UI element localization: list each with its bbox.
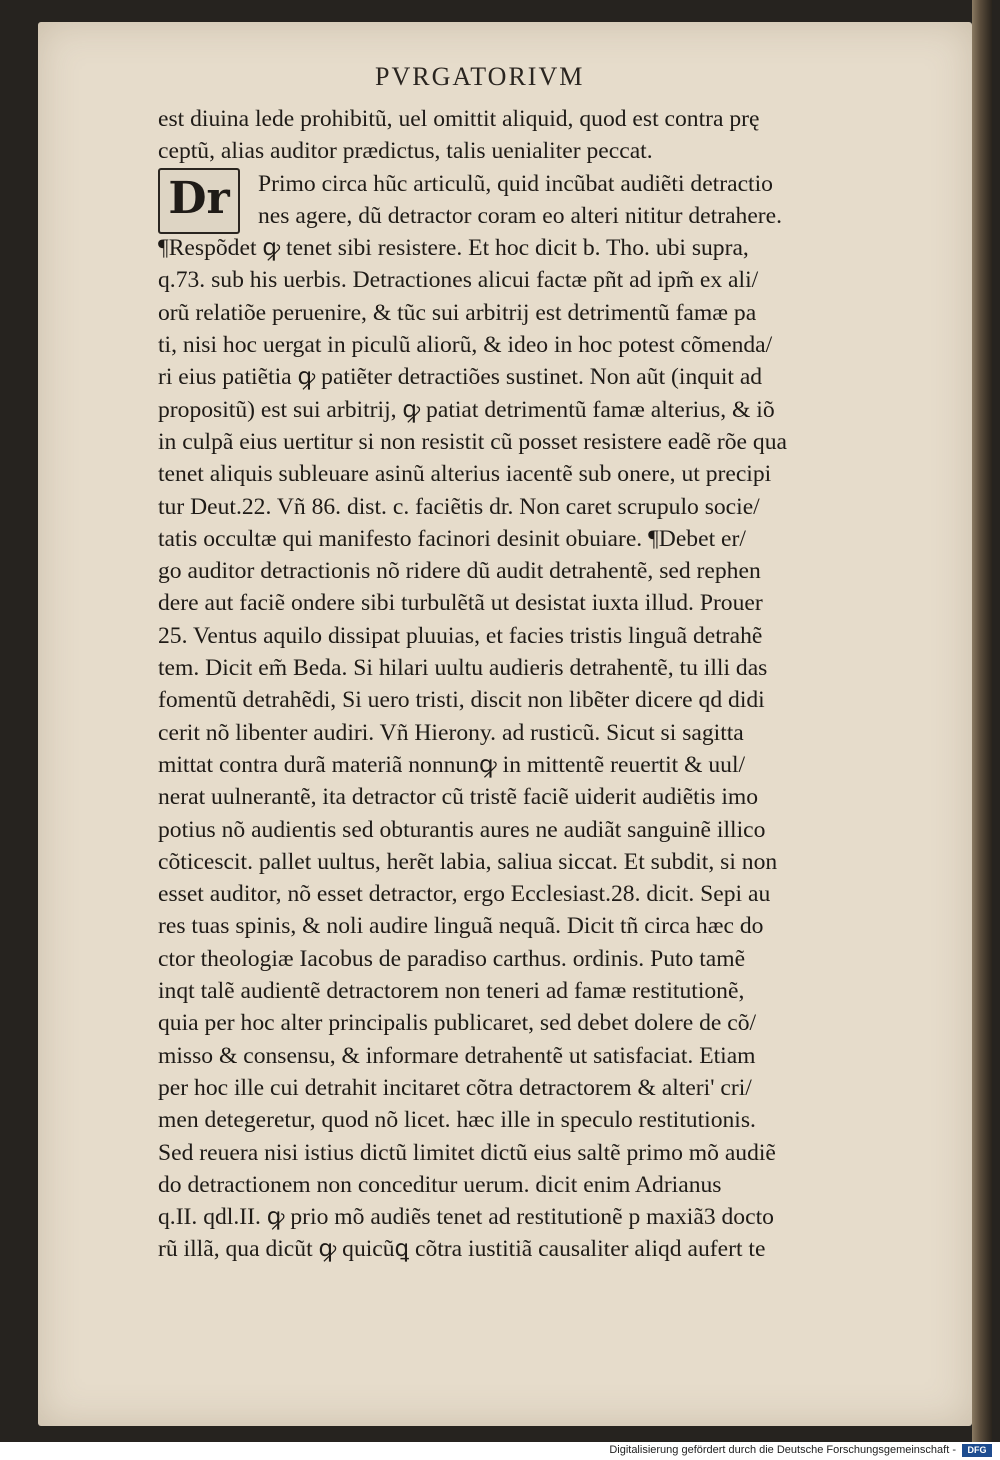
text-line: ctor theologiæ Iacobus de paradiso carthus. ordinis. Puto tamẽ: [158, 945, 746, 972]
body-text: [158, 103, 910, 1266]
text-line: 25. Ventus aquilo dissipat pluuias, et facies tristis linguã detrahẽ: [158, 622, 763, 649]
text-line: rũ illã, qua dicũt ꝙ quicũꝗ cõtra iustitiã causaliter aliqd aufert te: [158, 1236, 766, 1263]
text-line: nerat uulnerantẽ, ita detractor cũ tristẽ faciẽ uiderit audiẽtis imo: [158, 784, 759, 811]
text-line: tatis occultæ qui manifesto facinori desinit obuiare. ¶Debet er/: [158, 525, 746, 552]
text-line: per hoc ille cui detrahit incitaret cõtra detractorem & alteri' cri/: [158, 1074, 752, 1101]
page-edge: [972, 0, 992, 1442]
text-line: cerit nõ libenter audiri. Vñ Hierony. ad rusticũ. Sicut si sagitta: [158, 719, 744, 746]
text-line: in culpã eius uertitur si non resistit cũ posset resistere eadẽ rõe qua: [158, 428, 787, 455]
dfg-logo: DFG: [962, 1444, 992, 1457]
text-line: cõticescit. pallet uultus, herẽt labia, saliua siccat. Et subdit, si non: [158, 848, 778, 875]
text-line: Sed reuera nisi istius dictũ limitet dictũ eius saltẽ primo mõ audiẽ: [158, 1139, 776, 1166]
text-line: ti, nisi hoc uergat in piculũ aliorũ, & ideo in hoc potest cõmenda/: [158, 332, 773, 359]
text-line: fomentũ detrahẽdi, Si uero tristi, discit non libẽter dicere qd didi: [158, 687, 765, 714]
text-line: est diuina lede prohibitũ, uel omittit aliquid, quod est contra prę: [158, 106, 760, 132]
text-line: dere aut faciẽ ondere sibi turbulẽtã ut desistat iuxta illud. Prouer: [158, 590, 763, 617]
text-line: inqt talẽ audientẽ detractorem non teneri ad famæ restitutionẽ,: [158, 978, 745, 1005]
text-line: res tuas spinis, & noli audire linguã nequã. Dicit tñ circa hæc do: [158, 913, 764, 940]
text-line: esset auditor, nõ esset detractor, ergo Ecclesiast.28. dicit. Sepi au: [158, 881, 771, 908]
text-line: tem. Dicit em̃ Beda. Si hilari uultu audieris detrahentẽ, tu illi das: [158, 655, 768, 682]
text-line: tur Deut.22. Vñ 86. dist. c. faciẽtis dr. Non caret scrupulo socie/: [158, 493, 760, 520]
text-line: orũ relatiõe peruenire, & tũc sui arbitrij est detrimentũ famæ pa: [158, 299, 757, 326]
text-line: propositũ) est sui arbitrij, ꝙ patiat detrimentũ famæ alterius, & iõ: [158, 396, 775, 423]
text-line: q.II. qdl.II. ꝙ prio mõ audiẽs tenet ad restitutionẽ p maxiã3 docto: [158, 1204, 774, 1231]
footer-bar: [0, 1442, 1000, 1460]
text-line: misso & consensu, & informare detrahentẽ ut satisfaciat. Etiam: [158, 1042, 756, 1069]
text-line: do detractionem non conceditur uerum. dicit enim Adrianus: [158, 1171, 722, 1198]
running-head: PVRGATORIVM: [375, 62, 585, 91]
text-line: q.73. sub his uerbis. Detractiones alicui factæ pñt ad ipm̃ ex ali/: [158, 267, 759, 294]
text-line: ri eius patiẽtia ꝙ patiẽter detractiões sustinet. Non aũt (inquit ad: [158, 364, 763, 391]
text-line: go auditor detractionis nõ ridere dũ audit detrahentẽ, sed rephen: [158, 558, 761, 585]
text-line: mittat contra durã materiã nonnunꝙ in mittentẽ reuertit & uul/: [158, 751, 746, 778]
decorated-initial: Dr: [158, 168, 240, 234]
text-line: ceptũ, alias auditor prædictus, talis uenialiter peccat.: [158, 138, 653, 165]
text-line: Primo circa hũc articulũ, quid incũbat audiẽti detractio: [258, 170, 773, 197]
text-line: men detegeretur, quod nõ licet. hæc ille in speculo restitutionis.: [158, 1107, 756, 1134]
text-line: ¶Respõdet ꝙ tenet sibi resistere. Et hoc dicit b. Tho. ubi supra,: [158, 235, 749, 262]
text-line: potius nõ audientis sed obturantis aures ne audiãt sanguinẽ illico: [158, 816, 766, 843]
text-line: nes agere, dũ detractor coram eo alteri nititur detrahere.: [258, 202, 783, 229]
text-line: quia per hoc alter principalis publicaret, sed debet dolere de cõ/: [158, 1010, 757, 1037]
text-line: tenet aliquis subleuare asinũ alterius iacentẽ sub onere, ut precipi: [158, 461, 772, 488]
funding-notice: Digitalisierung gefördert durch die Deutsche Forschungsgemeinschaft -: [609, 1444, 956, 1456]
